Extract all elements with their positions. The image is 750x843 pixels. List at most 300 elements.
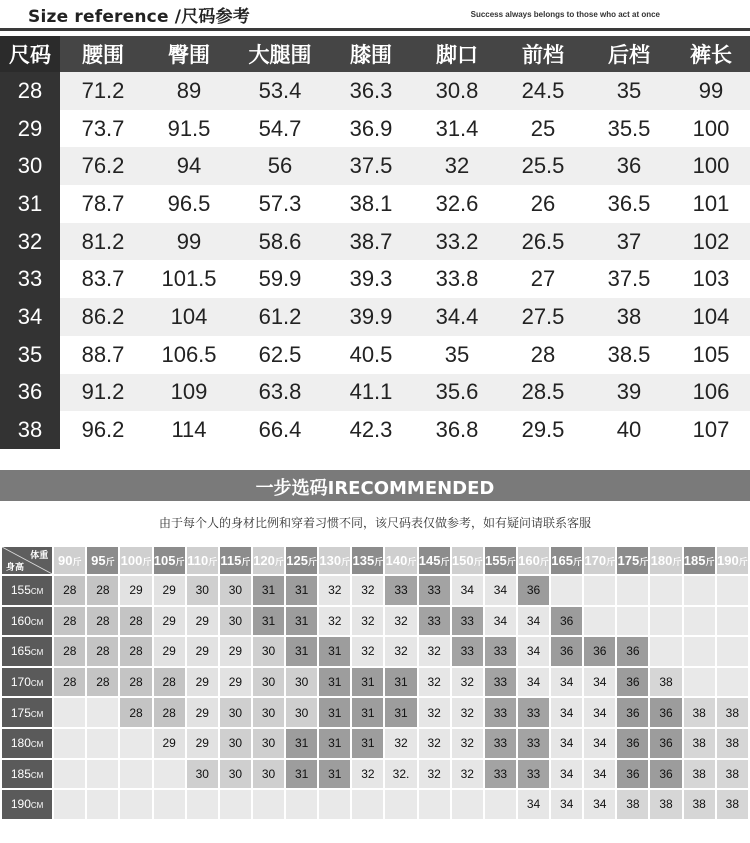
- size-cell: [684, 668, 715, 697]
- table-cell: 100: [672, 147, 750, 185]
- size-cell: 29: [220, 637, 251, 666]
- size-cell: [87, 698, 118, 727]
- size-cell: 29: [187, 607, 218, 636]
- size-cell: [187, 790, 218, 819]
- size-cell: 34: [518, 790, 549, 819]
- size-cell: 31: [319, 668, 350, 697]
- table-cell: 31.4: [414, 110, 500, 148]
- size-cell: [584, 607, 615, 636]
- size-cell: 28: [120, 607, 151, 636]
- size-cell: 30: [220, 729, 251, 758]
- size-cell: 34: [551, 698, 582, 727]
- size-cell: [717, 607, 748, 636]
- table-cell: 26.5: [500, 223, 586, 261]
- weight-header: 90斤: [54, 547, 85, 574]
- size-cell: [54, 760, 85, 789]
- table-cell: 36.8: [414, 411, 500, 449]
- table-cell: 102: [672, 223, 750, 261]
- motto-text: Success always belongs to those who act at once: [470, 10, 660, 19]
- size-cell: 28: [54, 607, 85, 636]
- size-cell: 32: [352, 760, 383, 789]
- table-cell: 101: [672, 185, 750, 223]
- size-cell: 38: [717, 729, 748, 758]
- height-header: 170CM: [2, 668, 52, 697]
- table-cell: 101.5: [146, 260, 232, 298]
- size-cell: 36: [650, 729, 681, 758]
- table-cell: 35.6: [414, 374, 500, 412]
- size-cell: 34: [584, 698, 615, 727]
- size-cell: [319, 790, 350, 819]
- size-cell: 36: [518, 576, 549, 605]
- size-cell: 30: [220, 760, 251, 789]
- table-cell: 96.5: [146, 185, 232, 223]
- table-cell: 99: [672, 72, 750, 110]
- weight-header: 170斤: [584, 547, 615, 574]
- height-row: [2, 698, 748, 727]
- size-cell: 28: [87, 668, 118, 697]
- table-cell: 38.5: [586, 336, 672, 374]
- size-cell: 32: [419, 729, 450, 758]
- grid-corner-header: [2, 547, 52, 574]
- table-cell: 35.5: [586, 110, 672, 148]
- size-cell: 28: [154, 668, 185, 697]
- size-cell: 28: [120, 668, 151, 697]
- column-header: 臀围: [146, 36, 232, 72]
- table-cell: 106.5: [146, 336, 232, 374]
- size-cell: 31: [286, 729, 317, 758]
- size-cell: 33: [518, 729, 549, 758]
- size-cell: 32: [352, 637, 383, 666]
- size-cell: 31: [319, 698, 350, 727]
- table-cell: 76.2: [60, 147, 146, 185]
- size-cell: [54, 729, 85, 758]
- size-cell: 30: [286, 668, 317, 697]
- size-cell: 31: [286, 637, 317, 666]
- size-cell: 38: [717, 760, 748, 789]
- size-label: 30: [0, 147, 60, 185]
- column-header: 腰围: [60, 36, 146, 72]
- size-label: 31: [0, 185, 60, 223]
- size-cell: 38: [684, 760, 715, 789]
- size-cell: 32: [385, 729, 416, 758]
- weight-header: 185斤: [684, 547, 715, 574]
- size-label: 33: [0, 260, 60, 298]
- table-cell: 86.2: [60, 298, 146, 336]
- size-cell: [551, 576, 582, 605]
- size-cell: 31: [385, 668, 416, 697]
- size-cell: 34: [551, 790, 582, 819]
- table-cell: 94: [146, 147, 232, 185]
- size-label: 38: [0, 411, 60, 449]
- table-cell: 26: [500, 185, 586, 223]
- size-cell: 31: [286, 607, 317, 636]
- table-cell: 38.7: [328, 223, 414, 261]
- size-cell: 31: [352, 729, 383, 758]
- size-cell: 32: [419, 698, 450, 727]
- size-cell: 34: [452, 576, 483, 605]
- table-cell: 36: [586, 147, 672, 185]
- weight-header: 150斤: [452, 547, 483, 574]
- size-cell: 30: [187, 576, 218, 605]
- size-cell: 33: [485, 698, 516, 727]
- table-row: [0, 185, 750, 223]
- size-cell: 32: [419, 760, 450, 789]
- size-cell: 30: [253, 729, 284, 758]
- size-cell: 31: [253, 607, 284, 636]
- size-cell: 38: [717, 790, 748, 819]
- size-cell: 31: [385, 698, 416, 727]
- size-label: 28: [0, 72, 60, 110]
- size-cell: 38: [650, 668, 681, 697]
- size-cell: [54, 698, 85, 727]
- size-recommendation-grid: [0, 545, 750, 821]
- size-cell: [220, 790, 251, 819]
- size-cell: 34: [551, 729, 582, 758]
- size-cell: [684, 607, 715, 636]
- table-cell: 109: [146, 374, 232, 412]
- size-cell: 32: [452, 698, 483, 727]
- size-cell: 31: [286, 760, 317, 789]
- size-label: 35: [0, 336, 60, 374]
- weight-header: 145斤: [419, 547, 450, 574]
- weight-header: 125斤: [286, 547, 317, 574]
- size-cell: 28: [54, 576, 85, 605]
- size-cell: 33: [385, 576, 416, 605]
- size-cell: [650, 607, 681, 636]
- size-cell: 32: [385, 637, 416, 666]
- size-cell: 33: [419, 607, 450, 636]
- table-cell: 29.5: [500, 411, 586, 449]
- table-cell: 37: [586, 223, 672, 261]
- table-cell: 114: [146, 411, 232, 449]
- height-header: 180CM: [2, 729, 52, 758]
- column-header: 膝围: [328, 36, 414, 72]
- weight-header: 135斤: [352, 547, 383, 574]
- height-header: 175CM: [2, 698, 52, 727]
- height-header: 185CM: [2, 760, 52, 789]
- column-header: 裤长: [672, 36, 750, 72]
- height-header: 155CM: [2, 576, 52, 605]
- weight-header: 175斤: [617, 547, 648, 574]
- weight-header: 130斤: [319, 547, 350, 574]
- size-cell: 32: [452, 760, 483, 789]
- column-header: 脚口: [414, 36, 500, 72]
- table-cell: 41.1: [328, 374, 414, 412]
- table-cell: 38: [586, 298, 672, 336]
- table-cell: 33.8: [414, 260, 500, 298]
- size-cell: 32: [385, 607, 416, 636]
- table-cell: 58.6: [232, 223, 328, 261]
- size-cell: 32: [419, 637, 450, 666]
- recommend-note: 由于每个人的身材比例和穿着习惯不同，该尺码表仅做参考，如有疑问请联系客服: [158, 516, 591, 530]
- size-label: 32: [0, 223, 60, 261]
- height-row: [2, 668, 748, 697]
- weight-header-row: [2, 547, 748, 574]
- size-cell: 34: [584, 760, 615, 789]
- weight-header: 100斤: [120, 547, 151, 574]
- table-row: [0, 72, 750, 110]
- table-row: [0, 298, 750, 336]
- height-row: [2, 729, 748, 758]
- table-cell: 54.7: [232, 110, 328, 148]
- size-cell: [87, 790, 118, 819]
- table-cell: 63.8: [232, 374, 328, 412]
- table-cell: 89: [146, 72, 232, 110]
- table-cell: 96.2: [60, 411, 146, 449]
- size-cell: 38: [684, 729, 715, 758]
- size-cell: 32.: [385, 760, 416, 789]
- size-cell: 32: [352, 607, 383, 636]
- size-cell: [87, 729, 118, 758]
- weight-header: 95斤: [87, 547, 118, 574]
- size-cell: 36: [617, 729, 648, 758]
- table-cell: 36.5: [586, 185, 672, 223]
- size-cell: [684, 637, 715, 666]
- weight-header: 190斤: [717, 547, 748, 574]
- size-cell: 36: [650, 698, 681, 727]
- size-cell: 36: [617, 760, 648, 789]
- size-cell: 38: [717, 698, 748, 727]
- size-cell: 34: [584, 790, 615, 819]
- table-cell: 91.2: [60, 374, 146, 412]
- table-cell: 40: [586, 411, 672, 449]
- size-cell: 29: [187, 668, 218, 697]
- size-cell: [650, 576, 681, 605]
- table-cell: 73.7: [60, 110, 146, 148]
- table-cell: 39.9: [328, 298, 414, 336]
- size-cell: 36: [551, 607, 582, 636]
- size-cell: [87, 760, 118, 789]
- table-cell: 78.7: [60, 185, 146, 223]
- size-cell: 29: [154, 576, 185, 605]
- size-cell: [352, 790, 383, 819]
- page-header: [0, 0, 750, 34]
- size-cell: 38: [617, 790, 648, 819]
- size-cell: [120, 760, 151, 789]
- table-cell: 99: [146, 223, 232, 261]
- size-cell: 29: [154, 729, 185, 758]
- table-cell: 105: [672, 336, 750, 374]
- size-cell: 34: [518, 668, 549, 697]
- size-cell: 34: [551, 760, 582, 789]
- height-row: [2, 637, 748, 666]
- table-row: [0, 223, 750, 261]
- table-cell: 39: [586, 374, 672, 412]
- table-cell: 83.7: [60, 260, 146, 298]
- size-label: 29: [0, 110, 60, 148]
- table-cell: 40.5: [328, 336, 414, 374]
- table-cell: 71.2: [60, 72, 146, 110]
- size-cell: 36: [650, 760, 681, 789]
- size-cell: 33: [452, 637, 483, 666]
- table-cell: 100: [672, 110, 750, 148]
- column-header: 前档: [500, 36, 586, 72]
- size-cell: [154, 790, 185, 819]
- size-cell: 33: [485, 729, 516, 758]
- size-cell: 31: [319, 729, 350, 758]
- page-title: Size reference /尺码参考: [28, 7, 251, 27]
- size-cell: [717, 637, 748, 666]
- height-row: [2, 607, 748, 636]
- size-cell: 30: [253, 760, 284, 789]
- size-cell: 28: [154, 698, 185, 727]
- height-row: [2, 790, 748, 819]
- size-cell: 36: [584, 637, 615, 666]
- weight-header: 165斤: [551, 547, 582, 574]
- size-cell: 32: [452, 668, 483, 697]
- size-cell: 31: [319, 637, 350, 666]
- table-cell: 106: [672, 374, 750, 412]
- size-cell: 34: [518, 637, 549, 666]
- size-cell: 30: [220, 607, 251, 636]
- weight-header: 120斤: [253, 547, 284, 574]
- weight-header: 155斤: [485, 547, 516, 574]
- size-cell: 33: [518, 760, 549, 789]
- table-cell: 35: [414, 336, 500, 374]
- table-cell: 59.9: [232, 260, 328, 298]
- table-cell: 61.2: [232, 298, 328, 336]
- table-cell: 88.7: [60, 336, 146, 374]
- size-cell: 28: [120, 637, 151, 666]
- size-cell: 29: [187, 729, 218, 758]
- size-cell: 33: [485, 668, 516, 697]
- size-cell: 28: [54, 668, 85, 697]
- size-cell: [253, 790, 284, 819]
- column-header: 后档: [586, 36, 672, 72]
- size-cell: [617, 576, 648, 605]
- size-cell: 33: [485, 637, 516, 666]
- height-header: 165CM: [2, 637, 52, 666]
- size-cell: 32: [319, 607, 350, 636]
- table-cell: 37.5: [328, 147, 414, 185]
- table-cell: 28.5: [500, 374, 586, 412]
- table-cell: 104: [146, 298, 232, 336]
- size-cell: 30: [187, 760, 218, 789]
- table-row: [0, 336, 750, 374]
- size-cell: 33: [518, 698, 549, 727]
- header-divider: [0, 28, 750, 31]
- size-cell: 29: [220, 668, 251, 697]
- table-cell: 30.8: [414, 72, 500, 110]
- table-row: [0, 260, 750, 298]
- table-cell: 91.5: [146, 110, 232, 148]
- table-cell: 25.5: [500, 147, 586, 185]
- table-cell: 81.2: [60, 223, 146, 261]
- table-cell: 38.1: [328, 185, 414, 223]
- table-cell: 25: [500, 110, 586, 148]
- size-cell: [452, 790, 483, 819]
- size-cell: 31: [352, 698, 383, 727]
- table-cell: 56: [232, 147, 328, 185]
- size-cell: 38: [650, 790, 681, 819]
- size-cell: 34: [518, 607, 549, 636]
- size-cell: 31: [319, 760, 350, 789]
- size-cell: 33: [419, 576, 450, 605]
- weight-label: 体重: [30, 551, 49, 561]
- size-cell: 34: [485, 607, 516, 636]
- size-cell: 38: [684, 790, 715, 819]
- table-cell: 34.4: [414, 298, 500, 336]
- size-cell: 38: [684, 698, 715, 727]
- table-row: [0, 374, 750, 412]
- table-cell: 36.3: [328, 72, 414, 110]
- size-cell: 28: [120, 698, 151, 727]
- size-cell: [584, 576, 615, 605]
- size-cell: 34: [584, 668, 615, 697]
- weight-header: 160斤: [518, 547, 549, 574]
- size-cell: 28: [87, 637, 118, 666]
- table-cell: 53.4: [232, 72, 328, 110]
- table-row: [0, 147, 750, 185]
- size-cell: [717, 668, 748, 697]
- size-cell: 29: [187, 698, 218, 727]
- size-cell: 36: [617, 637, 648, 666]
- table-row: [0, 411, 750, 449]
- table-cell: 27: [500, 260, 586, 298]
- size-cell: [485, 790, 516, 819]
- size-cell: [154, 760, 185, 789]
- size-cell: 30: [220, 698, 251, 727]
- size-reference-table: [0, 36, 750, 449]
- table-cell: 62.5: [232, 336, 328, 374]
- size-cell: [419, 790, 450, 819]
- size-cell: [120, 790, 151, 819]
- size-cell: 36: [551, 637, 582, 666]
- size-cell: 34: [485, 576, 516, 605]
- size-cell: [120, 729, 151, 758]
- table-cell: 28: [500, 336, 586, 374]
- size-cell: 30: [220, 576, 251, 605]
- table-cell: 107: [672, 411, 750, 449]
- table-cell: 103: [672, 260, 750, 298]
- size-cell: [617, 607, 648, 636]
- height-header: 190CM: [2, 790, 52, 819]
- table-cell: 57.3: [232, 185, 328, 223]
- weight-header: 140斤: [385, 547, 416, 574]
- table-cell: 39.3: [328, 260, 414, 298]
- size-cell: 31: [286, 576, 317, 605]
- size-cell: 30: [253, 698, 284, 727]
- recommend-banner: [0, 470, 750, 501]
- size-cell: 29: [120, 576, 151, 605]
- size-cell: 29: [154, 637, 185, 666]
- size-cell: 32: [419, 668, 450, 697]
- size-cell: 30: [253, 668, 284, 697]
- table-cell: 104: [672, 298, 750, 336]
- table-cell: 42.3: [328, 411, 414, 449]
- size-cell: 32: [319, 576, 350, 605]
- weight-header: 180斤: [650, 547, 681, 574]
- size-cell: 28: [87, 576, 118, 605]
- size-cell: [684, 576, 715, 605]
- size-cell: 28: [54, 637, 85, 666]
- size-cell: 33: [485, 760, 516, 789]
- size-cell: [717, 576, 748, 605]
- table-cell: 36.9: [328, 110, 414, 148]
- column-header: 尺码: [0, 36, 60, 72]
- height-row: [2, 760, 748, 789]
- table-cell: 32: [414, 147, 500, 185]
- size-cell: 30: [286, 698, 317, 727]
- size-label: 36: [0, 374, 60, 412]
- size-cell: 30: [253, 637, 284, 666]
- table-cell: 33.2: [414, 223, 500, 261]
- size-cell: 33: [452, 607, 483, 636]
- size-label: 34: [0, 298, 60, 336]
- table-cell: 66.4: [232, 411, 328, 449]
- table-cell: 32.6: [414, 185, 500, 223]
- table-cell: 35: [586, 72, 672, 110]
